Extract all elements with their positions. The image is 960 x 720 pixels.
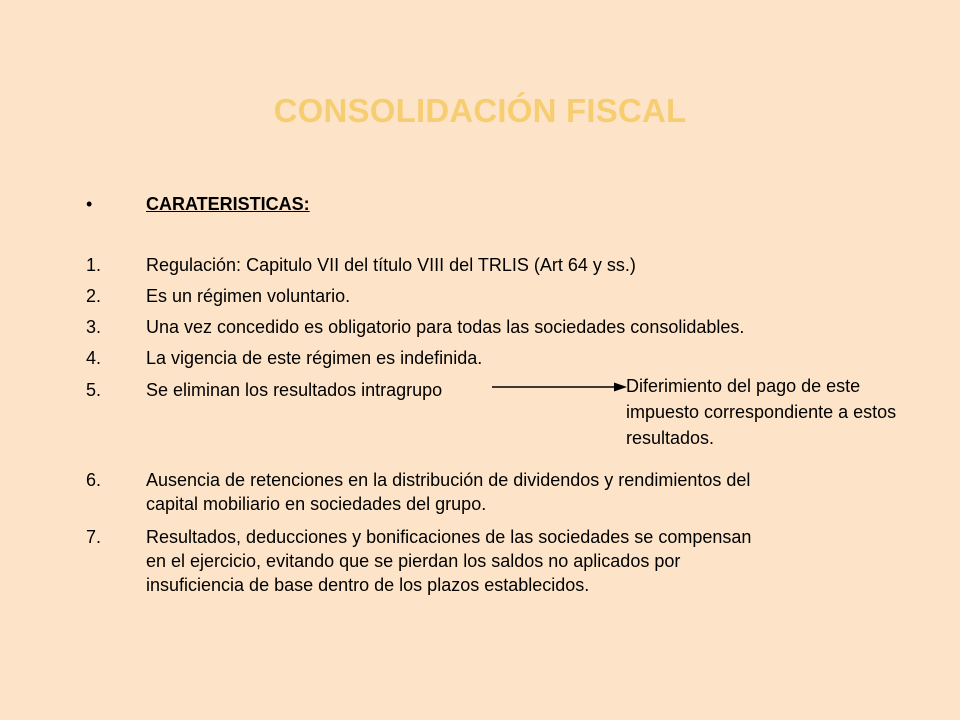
item-text: Es un régimen voluntario.	[146, 286, 351, 306]
item-text: Se eliminan los resultados intragrupo	[146, 380, 443, 400]
item-number: 2.	[86, 286, 102, 306]
section-heading: CARATERISTICAS:	[146, 194, 310, 214]
item-text-line: capital mobiliario en sociedades del grupo.	[146, 494, 487, 514]
item-number: 6.	[86, 470, 102, 490]
deferral-note	[626, 373, 896, 451]
item-text-line: Ausencia de retenciones en la distribución de dividendos y rendimientos del	[146, 470, 751, 490]
slide-title: CONSOLIDACIÓN FISCAL	[273, 92, 687, 129]
note-line: Diferimiento del pago de este	[626, 376, 861, 396]
item-number: 1.	[86, 255, 102, 275]
item-text-line: Resultados, deducciones y bonificaciones de las sociedades se compensan	[146, 527, 752, 547]
item-text	[146, 468, 750, 516]
arrow-right-icon	[492, 380, 627, 394]
item-text: Regulación: Capitulo VII del título VIII del TRLIS (Art 64 y ss.)	[146, 255, 636, 275]
item-text: Una vez concedido es obligatorio para todas las sociedades consolidables.	[146, 317, 745, 337]
item-number: 5.	[86, 380, 102, 400]
note-line: impuesto correspondiente a estos	[626, 402, 897, 422]
item-text-line: en el ejercicio, evitando que se pierdan los saldos no aplicados por	[146, 551, 681, 571]
bullet-icon: •	[86, 194, 93, 214]
item-text-line: insuficiencia de base dentro de los plazos establecidos.	[146, 575, 590, 595]
item-number: 4.	[86, 348, 102, 368]
item-text	[146, 525, 751, 597]
item-number: 7.	[86, 527, 102, 547]
item-text: La vigencia de este régimen es indefinida.	[146, 348, 483, 368]
item-number: 3.	[86, 317, 102, 337]
note-line: resultados.	[626, 428, 715, 448]
